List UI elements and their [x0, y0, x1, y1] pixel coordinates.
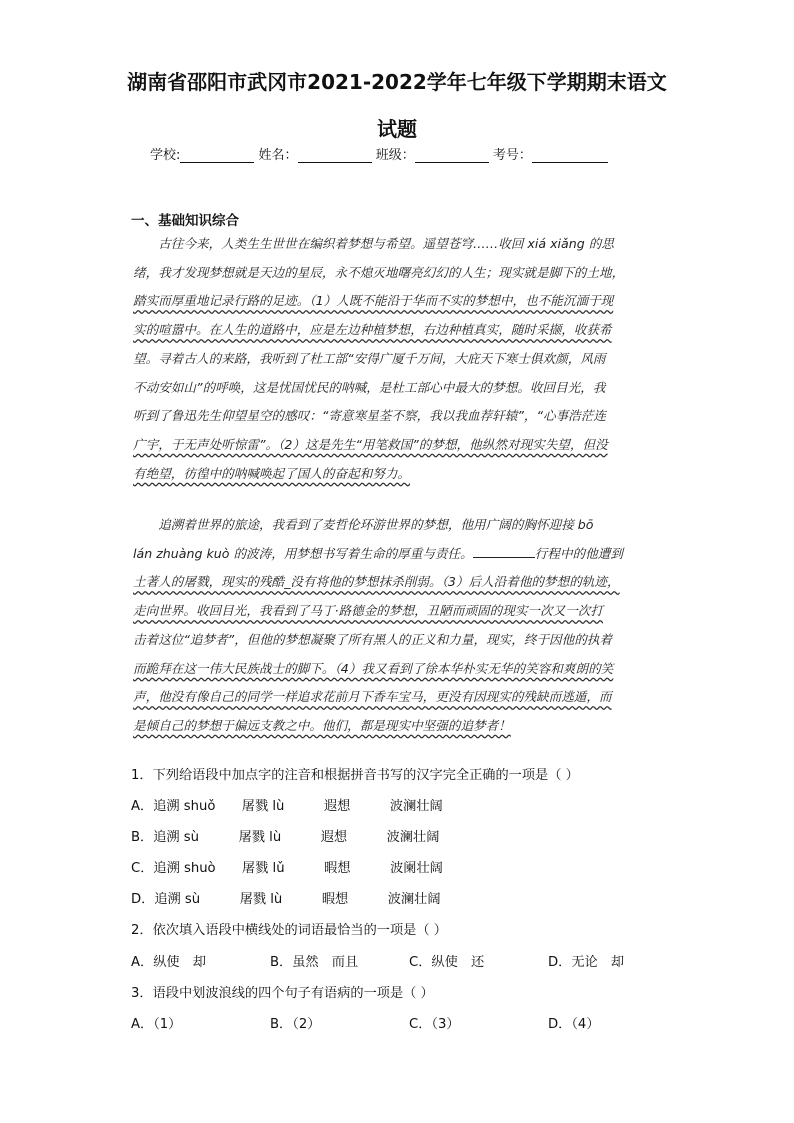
question-3-option-a[interactable]: A．（1） [131, 1017, 182, 1032]
question-1-option-b[interactable]: B．追溯 sù 屠戮 lù 遐想 波澜壮阔 [131, 830, 440, 845]
question-2-stem: 2．依次填入语段中横线处的词语最恰当的一项是（ ） [131, 923, 447, 938]
student-info-row [150, 144, 608, 163]
question-2-option-c[interactable]: C．纵使 还 [409, 955, 485, 970]
class-blank[interactable] [415, 148, 489, 163]
question-2-option-d[interactable]: D．无论 却 [548, 955, 625, 970]
question-1-stem: 1．下列给语段中加点字的注音和根据拼音书写的汉字完全正确的一项是（ ） [131, 768, 579, 783]
passage-line: 广宇，于无声处听惊雷”。（2）这是先生“用笔救国”的梦想，他纵然对现实失望，但没 [133, 436, 608, 452]
class-label: 班级： [375, 148, 415, 163]
school-blank[interactable] [180, 148, 254, 163]
name-label: 姓名： [258, 148, 298, 163]
question-3-option-b[interactable]: B．（2） [270, 1017, 321, 1032]
number-blank[interactable] [532, 148, 608, 163]
question-1-option-d[interactable]: D．追溯 sù 屠戮 lù 暇想 波澜壮阔 [131, 892, 441, 907]
passage-line: 不动安如山”的呼唤，这是忧国忧民的呐喊，是杜工部心中最大的梦想。收回目光，我 [133, 379, 606, 395]
passage-line: 击着这位“追梦者”，但他的梦想凝聚了所有黑人的正义和力量，现实，终于因他的执着 [133, 631, 613, 647]
school-label: 学校: [150, 148, 181, 163]
passage-line: 是倾自己的梦想于偏远支教之中。他们，都是现实中坚强的追梦者！ [133, 717, 511, 733]
passage-line: 实的喧嚣中。在人生的道路中，应是左边种植梦想，右边种植真实，随时采撷，收获希 [133, 322, 612, 338]
passage-line: 古往今来，人类生生世世在编织着梦想与希望。遥望苍穹……收回 xiá xiǎng 的思 [133, 236, 614, 251]
question-3-option-c[interactable]: C．（3） [409, 1017, 460, 1032]
fill-blank[interactable] [473, 545, 535, 558]
passage-line: 而跪拜在这一伟大民族战士的脚下。（4）我又看到了徐本华朴实无华的笑容和爽朗的笑 [133, 660, 614, 676]
passage-line: 踏实而厚重地记录行路的足迹。（1）人既不能沿于华而不实的梦想中，也不能沉湎于现 [133, 293, 614, 309]
question-3-option-d[interactable]: D．（4） [548, 1017, 600, 1032]
question-1-option-a[interactable]: A．追溯 shuǒ 屠戮 lù 遐想 波澜壮阔 [131, 799, 443, 814]
passage-line: 走向世界。收回目光，我看到了马丁·路德金的梦想，丑陋而顽固的现实一次又一次打 [133, 603, 603, 619]
passage-text: lán zhuàng kuò 的波涛，用梦想书写着生命的厚重与责任。 [133, 545, 473, 561]
passage-paragraph-1 [133, 230, 669, 488]
passage-line: 绪，我才发现梦想就是天边的星辰，永不熄灭地曙亮幻幻的人生；现实就是脚下的土地， [133, 264, 625, 280]
passage-line-with-blank [133, 540, 669, 569]
document-title-line1: 湖南省邵阳市武冈市2021-2022学年七年级下学期期末语文 [127, 70, 667, 94]
question-2-option-a[interactable]: A．纵使 却 [131, 955, 206, 970]
question-2-option-b[interactable]: B．虽然 而且 [270, 955, 359, 970]
passage-line: 有绝望，彷徨中的呐喊唤起了国人的奋起和努力。 [133, 465, 411, 481]
passage-text: 行程中的他遭到 [534, 545, 623, 561]
name-blank[interactable] [298, 148, 372, 163]
number-label: 考号： [492, 148, 532, 163]
passage-paragraph-2 [133, 511, 669, 741]
passage-line: 土著人的屠戮，现实的残酷_没有将他的梦想抹杀削弱。（3）后人沿着他的梦想的轨迹， [133, 574, 620, 590]
document-title-line2: 试题 [377, 117, 417, 141]
question-1-option-c[interactable]: C．追溯 shuò 屠戮 lǔ 暇想 波阑壮阔 [131, 861, 443, 876]
passage-line: 追溯着世界的旅途，我看到了麦哲伦环游世界的梦想，他用广阔的胸怀迎接 bō [133, 517, 594, 532]
section-title: 一、基础知识综合 [131, 213, 239, 229]
passage-line: 望。寻着古人的来路，我听到了杜工部“安得广厦千万间，大庇天下寒士俱欢颜，风雨 [133, 350, 606, 366]
passage-line: 声，他没有像自己的同学一样追求花前月下香车宝马，更没有因现实的残缺而逃遁，而 [133, 689, 612, 705]
passage-line: 听到了鲁迅先生仰望星空的感叹：“寄意寒星荃不察，我以我血荐轩辕”，“心事浩茫连 [133, 408, 606, 424]
question-3-stem: 3．语段中划波浪线的四个句子有语病的一项是（ ） [131, 986, 434, 1001]
